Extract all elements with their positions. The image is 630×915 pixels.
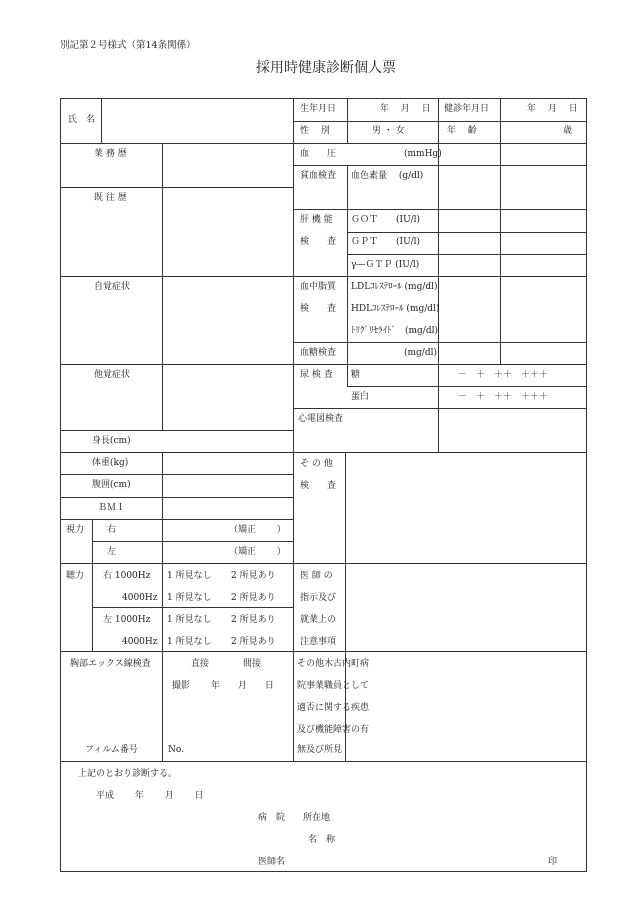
rule [293,364,587,365]
hearing-freq: 4000Hz [122,637,158,647]
vision-right-label: 右 [107,525,117,535]
glucose-label: 血糖検査 [300,348,337,358]
rule [60,364,293,365]
diagnosis-statement: 上記のとおり診断する。 [78,769,178,779]
hearing-option-2: 2 所見あり [231,637,276,647]
urine-sugar-label: 糖 [351,370,361,380]
film-number-value: No. [168,745,184,755]
rule [293,143,587,144]
urine-protein-label: 蛋白 [351,392,370,402]
hearing-option-2: 2 所見あり [231,615,276,625]
hearing-freq: 右 1000Hz [103,571,151,581]
vision-label: 視力 [66,525,85,535]
xray-direct: 直接 [191,659,210,669]
rule [60,187,293,188]
rule [92,519,93,651]
hdl-label: HDLｺﾚｽﾃﾛｰﾙ (mg/dl) [351,304,440,314]
liver-label-2: 検 査 [300,237,337,247]
rule [60,761,587,762]
page-title: 採用時健康診断個人票 [256,60,396,76]
checkup-date-value: 年 月 日 [527,104,578,114]
rule [347,98,348,143]
rule [293,98,294,761]
triglyceride-label: ﾄﾘｸﾞﾘｾﾗｲﾄﾞ (mg/dl) [351,326,438,336]
rule [92,607,293,608]
xray-label: 胸部エックス線検査 [70,659,151,669]
hospital-address-label: 病 院 所在地 [258,813,331,823]
rule [500,143,501,276]
rule [60,497,293,498]
xray-date: 撮影 年 月 日 [172,681,274,691]
age-unit: 歳 [563,126,573,136]
hospital-name-label: 名 称 [308,835,336,845]
doctor-name-label: 医師名 [258,857,286,867]
rule [293,121,587,122]
checkup-date-label: 健診年月日 [444,104,490,114]
rule [101,98,102,143]
hemoglobin-label: 血色素量 (g/dl) [351,171,424,181]
hearing-option-1: 1 所見なし [167,571,212,581]
urine-protein-scale: － ＋ ＋＋ ＋＋＋ [458,392,549,402]
rule [347,232,587,233]
doctor-notes-line: 指示及び [300,593,337,603]
bmi-label: ＢＭＩ [98,503,126,513]
rule [293,165,587,166]
doctor-notes-line: 注意事項 [300,637,337,647]
rule [500,276,501,364]
work-history-label: 業 務 歴 [94,149,127,159]
other-tests-label-2: 検 査 [300,481,337,491]
rule [293,563,587,564]
vision-right-corrected: （矯正 ） [229,525,286,535]
rule [293,452,587,453]
hearing-option-2: 2 所見あり [231,593,276,603]
sex-value: 男 ・ 女 [372,126,405,136]
rule [347,386,587,387]
film-number-label: フィルム番号 [85,745,138,755]
rule [60,474,293,475]
fitness-line: 及び機能障害の有 [297,725,370,735]
rule [60,276,293,277]
other-tests-label: そ の 他 [300,459,333,469]
fitness-line: 院事業職員として [297,681,370,691]
doctor-notes-line: 就業上の [300,615,337,625]
blood-pressure-unit: (mmHg) [404,149,442,159]
objective-symptoms-label: 他覚症状 [94,370,131,380]
hearing-freq: 4000Hz [122,593,158,603]
hearing-option-1: 1 所見なし [167,637,212,647]
ggtp-label: γ―ＧＴＰ (IU/l) [351,260,420,270]
blood-pressure-label: 血 圧 [300,149,337,159]
fitness-line: その他木古内町病 [297,659,370,669]
age-label: 年 齢 [447,126,477,136]
seal-label: 印 [548,857,558,867]
weight-label: 体重(kg) [92,458,129,468]
rule [60,430,293,431]
rule [293,209,587,210]
rule [293,342,587,343]
hearing-option-1: 1 所見なし [167,593,212,603]
glucose-unit: (mg/dl) [404,348,437,358]
rule [60,143,293,144]
rule [293,408,587,409]
xray-indirect: 間接 [243,659,262,669]
urine-sugar-scale: － ＋ ＋＋ ＋＋＋ [458,370,549,380]
anemia-label: 貧血検査 [300,171,337,181]
past-history-label: 既 往 歴 [94,193,127,203]
urine-label: 尿 検 査 [300,370,333,380]
rule [162,143,163,430]
rule [500,98,501,143]
rule [60,651,587,652]
rule [345,452,346,761]
waist-label: 腹囲(cm) [92,480,131,490]
doctor-notes-line: 医 師 の [300,571,333,581]
vision-left-corrected: （矯正 ） [229,547,286,557]
ecg-label: 心電図検査 [298,414,344,424]
gpt-label: ＧＰＴ (IU/l) [351,237,421,247]
hearing-freq: 左 1000Hz [103,615,151,625]
form-reference: 別記第２号様式（第14条関係） [60,40,196,51]
vision-left-label: 左 [107,547,117,557]
rule [92,541,293,542]
subjective-symptoms-label: 自覚症状 [94,282,131,292]
ldl-label: LDLｺﾚｽﾃﾛｰﾙ (mg/dl) [351,282,438,292]
rule [60,563,293,564]
birthdate-label: 生年月日 [300,104,337,114]
liver-label: 肝 機 能 [300,215,333,225]
hearing-option-1: 1 所見なし [167,615,212,625]
birthdate-value: 年 月 日 [380,104,431,114]
rule [60,452,293,453]
hearing-option-2: 2 所見あり [231,571,276,581]
lipid-label: 血中脂質 [300,282,337,292]
rule [347,254,587,255]
lipid-label-2: 検 査 [300,304,337,314]
rule [60,519,293,520]
hearing-label: 聴力 [66,571,85,581]
fitness-line: 適否に関する疾患 [297,703,370,713]
rule [293,276,587,277]
fitness-line: 無及び所見 [297,745,343,755]
height-label: 身長(cm) [92,436,131,446]
sex-label: 性 別 [300,126,330,136]
name-label: 氏 名 [68,115,96,125]
diagnosis-date: 平成 年 月 日 [96,791,204,801]
rule [347,165,348,386]
got-label: ＧＯＴ (IU/l) [351,215,421,225]
rule [162,452,163,761]
